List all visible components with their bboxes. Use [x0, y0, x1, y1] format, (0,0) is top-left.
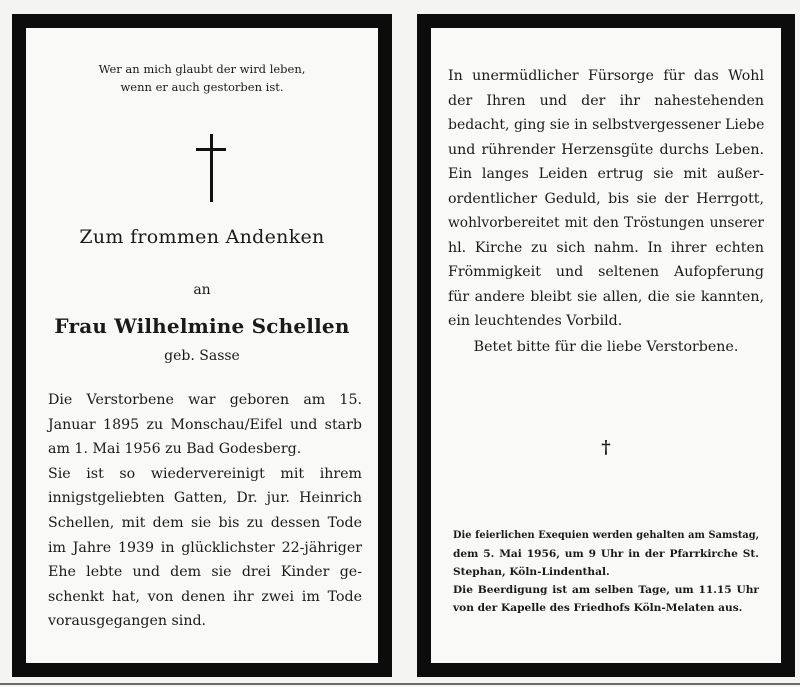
text-line: Die feierlichen Exequien werden gehalten am Samstag,: [453, 530, 759, 541]
text-line: Sie ist so wiedervereinigt mit ihrem: [48, 465, 362, 482]
card-back-panel: [431, 28, 781, 663]
text-line: Januar 1895 zu Monschau/Eifel und starb: [48, 416, 362, 433]
text-line: In unermüdlicher Fürsorge für das Wohl: [448, 68, 764, 84]
tribute-text: [448, 64, 764, 334]
text-line: schenkt hat, von denen ihr zwei im Tode: [48, 588, 362, 605]
text-line: dem 5. Mai 1956, um 9 Uhr in der Pfarrkirche St.: [453, 548, 759, 560]
text-line: für andere bleibt sie allen, die sie kannten,: [448, 288, 764, 305]
motto-line: Wer an mich glaubt der wird leben,: [98, 62, 306, 76]
text-line: Die Beerdigung ist am selben Tage, um 11.15 Uhr: [453, 584, 759, 596]
dedication-word: an: [193, 282, 211, 298]
funeral-details: [453, 527, 759, 617]
motto-line: wenn er auch gestorben ist.: [120, 80, 284, 94]
text-line: hl. Kirche zu sich nahm. In ihrer echten: [448, 239, 764, 256]
text-line: Die Verstorbene war geboren am 15.: [48, 392, 362, 408]
cross-icon: [196, 134, 226, 202]
text-line: am 1. Mai 1956 zu Bad Godesberg.: [48, 441, 302, 458]
text-line: von der Kapelle des Friedhofs Köln-Melaten aus.: [453, 602, 743, 614]
birth-name: geb. Sasse: [164, 348, 240, 364]
text-line: vorausgegangen sind.: [48, 613, 207, 630]
text-line: bedacht, ging sie in selbstvergessener Liebe: [448, 117, 765, 133]
small-cross-icon: †: [601, 437, 611, 458]
memory-heading: Zum frommen Andenken: [79, 226, 325, 248]
text-line: Ehe lebte und dem sie drei Kinder ge-: [48, 564, 362, 581]
text-line: ordentlicher Geduld, bis sie der Herrgott,: [448, 190, 764, 207]
text-line: ein leuchtendes Vorbild.: [448, 313, 623, 329]
text-line: wohlvorbereitet mit den Tröstungen unserer: [448, 215, 764, 231]
text-line: Schellen, mit dem sie bis zu dessen Tode: [48, 514, 362, 531]
deceased-name: Frau Wilhelmine Schellen: [54, 314, 350, 338]
text-line: im Jahre 1939 in glücklichster 22-jähriger: [48, 539, 362, 556]
text-line: innigstgeliebten Gatten, Dr. jur. Heinrich: [48, 490, 362, 507]
text-line: Ein langes Leiden ertrug sie mit außer-: [448, 166, 764, 182]
text-line: der Ihren und der ihr nahestehenden: [448, 92, 764, 109]
text-line: und rührender Herzensgüte durchs Leben.: [448, 141, 764, 158]
memorial-card-front: [12, 14, 392, 677]
text-line: Stephan, Köln-Lindenthal.: [453, 566, 610, 578]
bible-motto: [26, 60, 378, 96]
memorial-card-back: [417, 14, 795, 677]
text-line: Frömmigkeit und seltenen Aufopferung: [448, 264, 764, 280]
card-front-panel: [26, 28, 378, 663]
scan-bottom-edge: [0, 683, 800, 685]
prayer-request: Betet bitte für die liebe Verstorbene.: [473, 339, 739, 355]
biography-text: [48, 388, 362, 634]
